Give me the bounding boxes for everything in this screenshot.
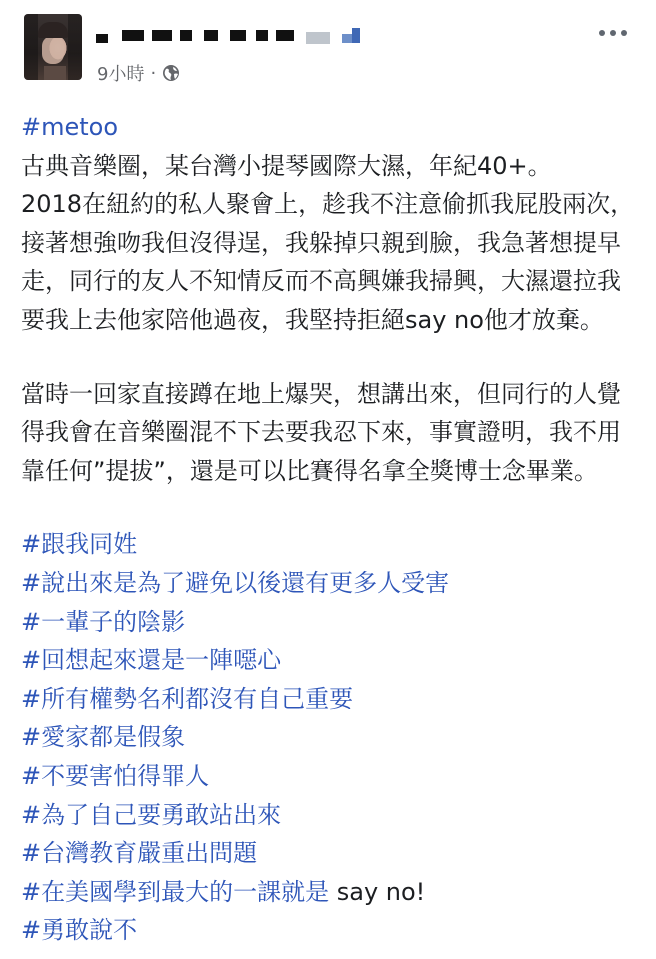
hashtag-tail-text: say no! <box>329 877 426 906</box>
avatar[interactable] <box>24 14 82 80</box>
hashtag-link[interactable]: #在美國學到最大的一課就是 <box>21 877 330 906</box>
hashtag-link[interactable]: #跟我同姓 <box>21 530 138 559</box>
post-content <box>21 108 641 950</box>
paragraph-gap <box>21 490 641 525</box>
hashtag-link[interactable]: #一輩子的陰影 <box>21 607 186 636</box>
hashtag-link[interactable]: #愛家都是假象 <box>21 723 186 752</box>
redacted-author-name[interactable] <box>96 26 366 44</box>
more-options-icon[interactable] <box>596 26 630 40</box>
hashtag-link[interactable]: #勇敢說不 <box>21 916 138 945</box>
hashtag-link[interactable]: #為了自己要勇敢站出來 <box>21 800 282 829</box>
hashtag-line-with-tail <box>21 873 641 912</box>
meta-separator: · <box>150 62 157 84</box>
paragraph1-line: 2018在紐約的私人聚會上，趁我不注意偷抓我屁股兩次， <box>21 190 635 219</box>
hashtag-metoo[interactable]: #metoo <box>21 113 119 141</box>
hashtag-link[interactable]: #所有權勢名利都沒有自己重要 <box>21 684 354 713</box>
paragraph-gap <box>21 340 641 375</box>
hashtag-link[interactable]: #不要害怕得罪人 <box>21 761 210 790</box>
globe-icon[interactable] <box>162 64 180 82</box>
post-timestamp[interactable]: 9小時 <box>97 64 145 85</box>
hashtag-link[interactable]: #回想起來還是一陣噁心 <box>21 646 282 675</box>
paragraph2-line: 靠任何”提拔”，還是可以比賽得名拿全獎博士念畢業。 <box>21 456 598 485</box>
hashtag-link[interactable]: #說出來是為了避免以後還有更多人受害 <box>21 568 450 597</box>
paragraph2-line: 當時一回家直接蹲在地上爆哭，想講出來，但同行的人覺 <box>21 379 621 408</box>
paragraph1-line: 走，同行的友人不知情反而不高興嫌我掃興，大濕還拉我 <box>21 267 621 296</box>
paragraph2-line: 得我會在音樂圈混不下去要我忍下來，事實證明，我不用 <box>21 418 621 447</box>
paragraph1-line: 接著想強吻我但沒得逞，我躲掉只親到臉，我急著想提早 <box>21 228 621 257</box>
hashtag-link[interactable]: #台灣教育嚴重出問題 <box>21 839 258 868</box>
paragraph1-line: 要我上去他家陪他過夜，我堅持拒絕say no他才放棄。 <box>21 305 604 334</box>
paragraph1-line: 古典音樂圈，某台灣小提琴國際大濕，年紀40+。 <box>21 151 552 180</box>
post-meta <box>97 60 180 86</box>
post-header <box>0 0 656 96</box>
